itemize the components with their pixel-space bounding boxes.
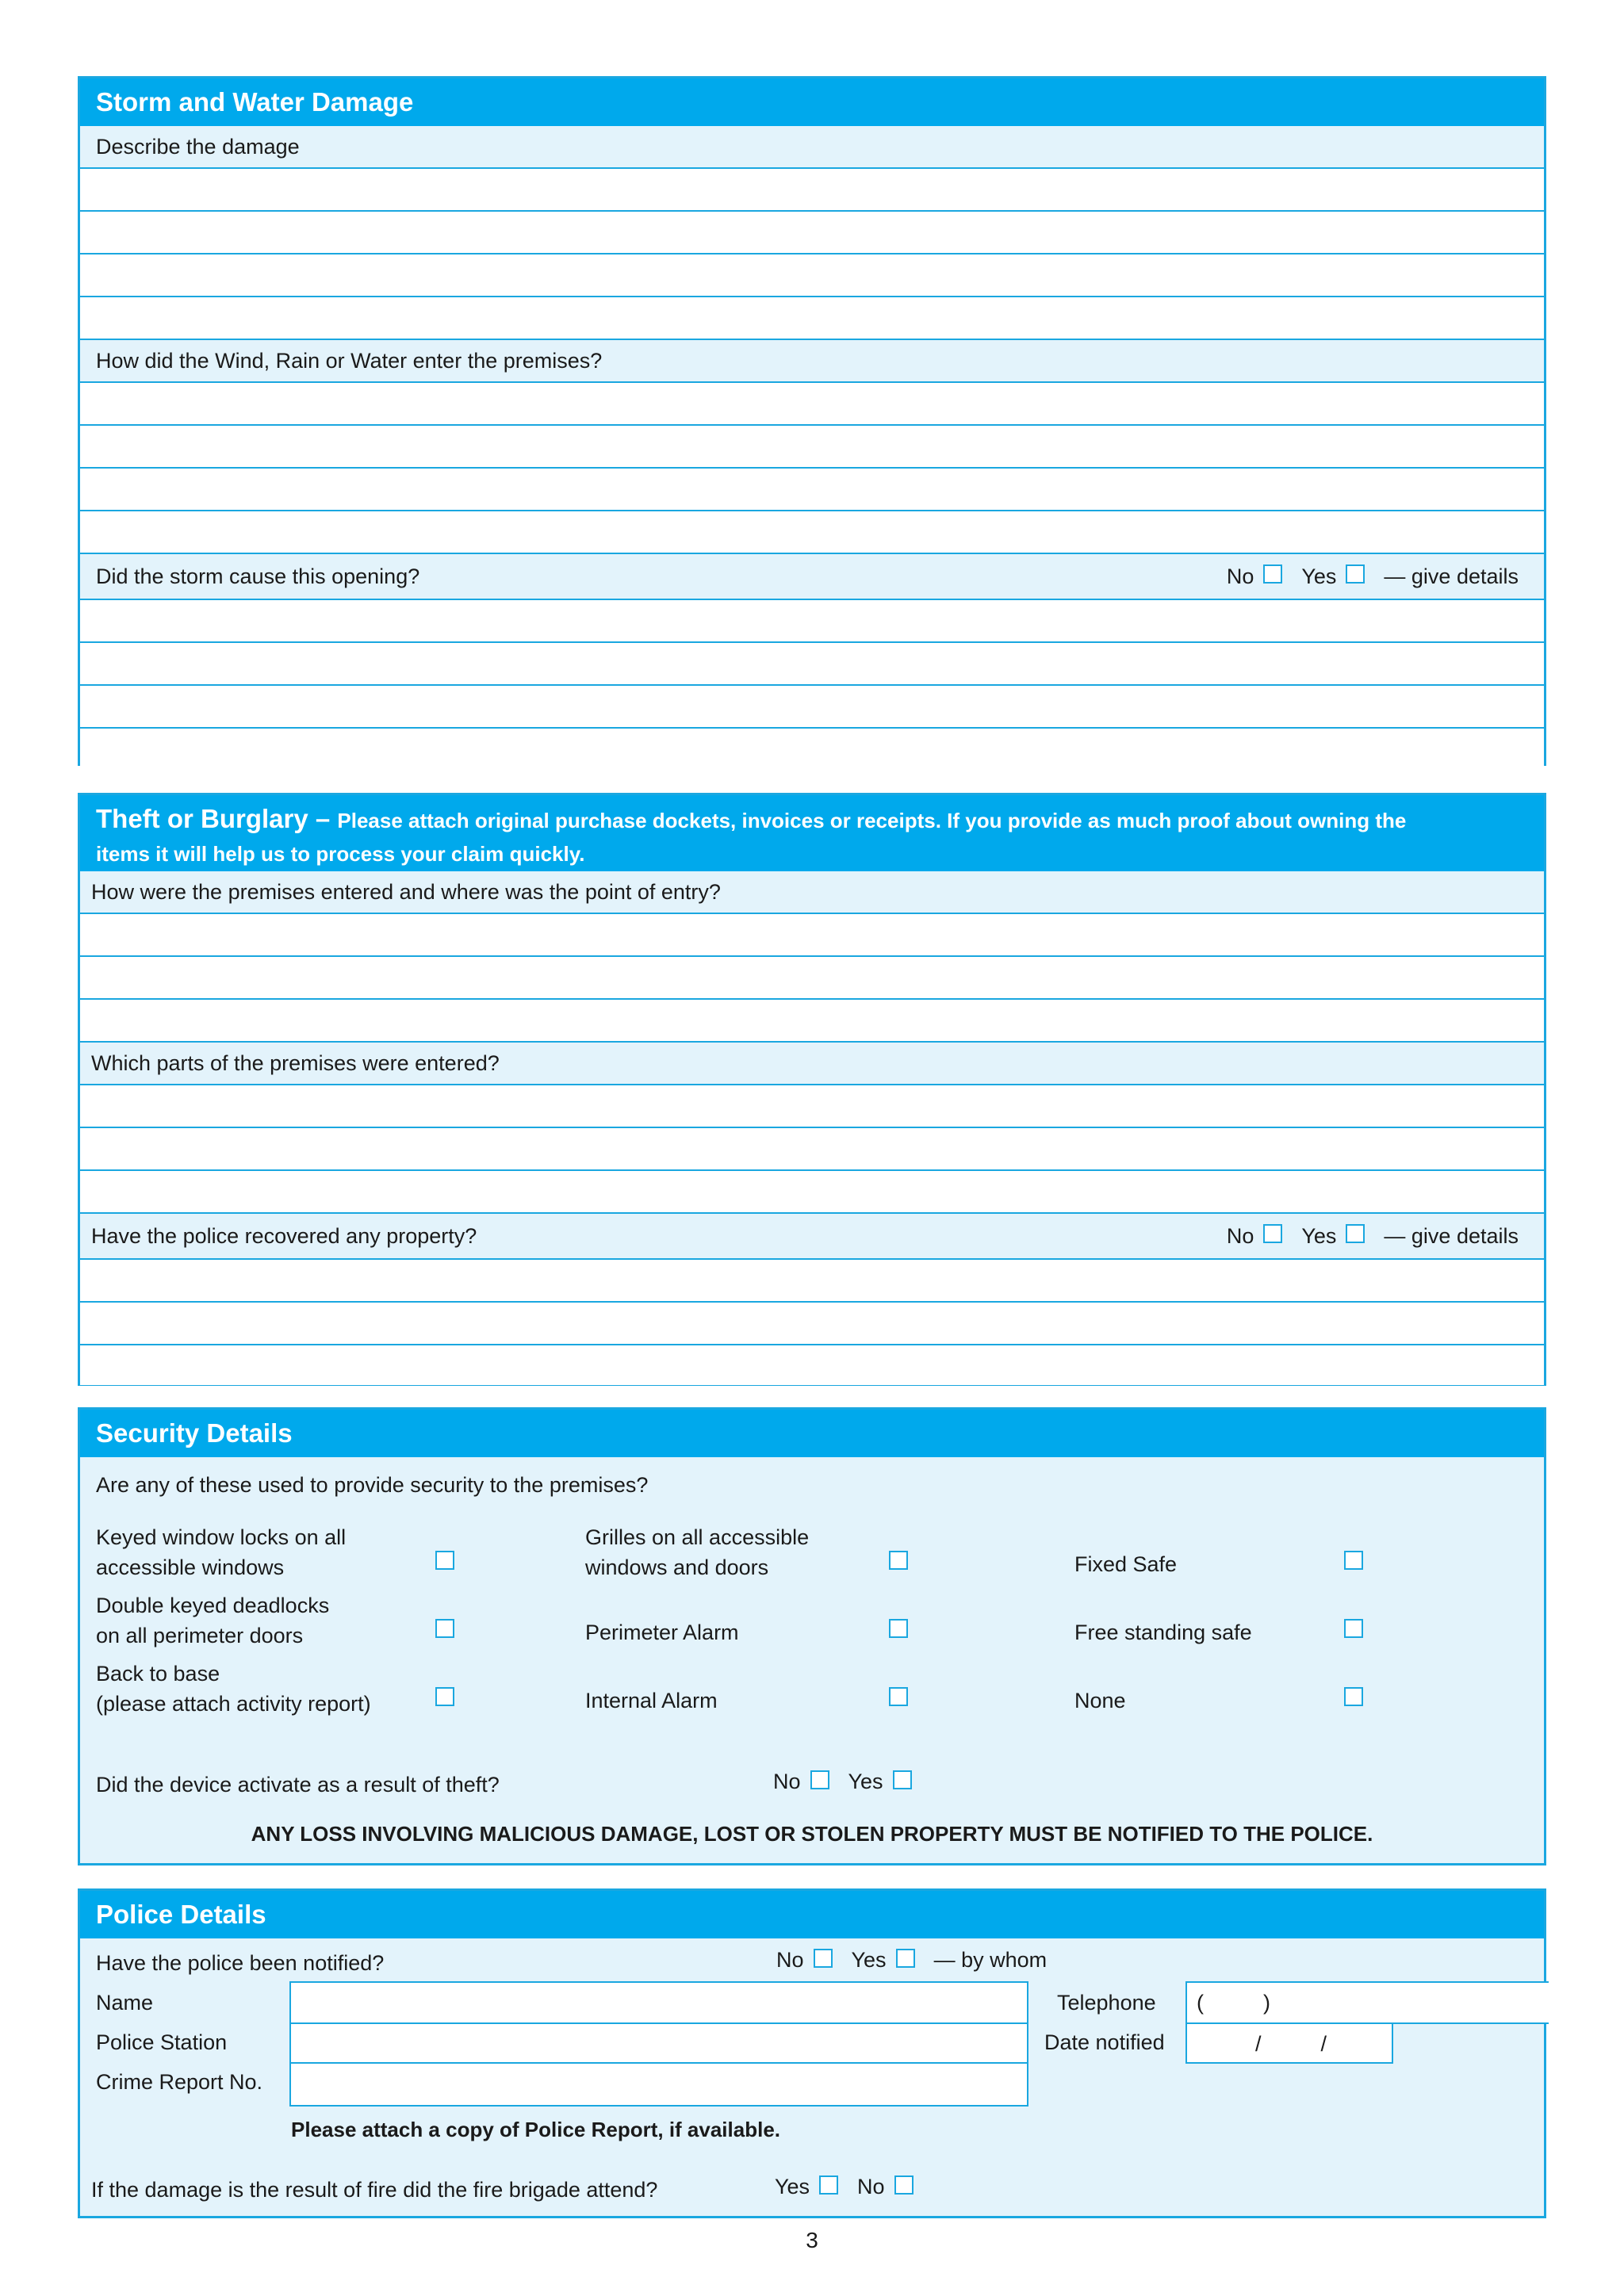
security-item-back-to-base [96,1659,371,1719]
section-subtitle: Please attach original purchase dockets, invoices or receipts. If you provide as much proof about owning the [337,809,1407,832]
answer-line[interactable] [80,1303,1544,1345]
no-checkbox[interactable] [894,2175,914,2195]
answer-line[interactable] [80,600,1544,643]
question-label: Which parts of the premises were entered? [91,1050,500,1075]
police-notice: ANY LOSS INVOLVING MALICIOUS DAMAGE, LOST OR STOLEN PROPERTY MUST BE NOTIFIED TO THE POLICE. [251,1822,1373,1846]
question-label: Have the police recovered any property? [91,1223,477,1248]
back-to-base-checkbox[interactable] [435,1687,454,1706]
attach-report-note: Please attach a copy of Police Report, if available. [291,2118,781,2141]
security-item-keyed-window-locks [96,1522,346,1582]
yes-checkbox[interactable] [1346,1224,1365,1243]
section-header [80,1891,1544,1938]
question-row [80,340,1544,383]
yes-label: Yes [851,1948,887,1972]
police-station-label: Police Station [96,2030,228,2054]
answer-line[interactable] [80,469,1544,511]
answer-line[interactable] [80,297,1544,340]
security-item-perimeter-alarm: Perimeter Alarm [585,1621,739,1644]
answer-line[interactable] [80,254,1544,297]
item-label-line2: windows and doors [585,1556,769,1579]
answer-line[interactable] [80,426,1544,469]
no-label: No [776,1948,804,1972]
no-label: No [1226,564,1254,588]
device-yes-no-options [773,1770,921,1794]
security-item-internal-alarm: Internal Alarm [585,1689,718,1712]
by-whom-label: — by whom [933,1948,1048,1972]
name-field[interactable] [289,1981,1028,2024]
answer-line[interactable] [80,169,1544,212]
police-details-section [78,1888,1546,2218]
item-label-line1: Back to base [96,1662,220,1686]
item-label-line2: accessible windows [96,1556,285,1579]
section-header [80,78,1544,126]
item-label-line1: Grilles on all accessible [585,1525,810,1549]
security-item-double-keyed-deadlocks [96,1590,329,1651]
question-row [80,871,1544,914]
section-title: Security Details [96,1418,293,1448]
double-keyed-deadlocks-checkbox[interactable] [435,1619,454,1638]
fire-brigade-options [775,2175,923,2199]
theft-burglary-section [78,793,1546,1386]
item-label-line2: on all perimeter doors [96,1624,304,1647]
section-subtitle-continued: items it will help us to process your claim quickly. [96,842,585,866]
police-notified-options [776,1948,1047,1973]
give-details-label: — give details [1384,1223,1519,1248]
perimeter-alarm-checkbox[interactable] [889,1619,908,1638]
answer-line[interactable] [80,383,1544,426]
question-row [80,126,1544,169]
device-activate-question: Did the device activate as a result of theft? [96,1773,500,1797]
no-checkbox[interactable] [810,1770,829,1789]
question-label: Describe the damage [96,134,300,159]
free-standing-safe-checkbox[interactable] [1344,1619,1363,1638]
telephone-label: Telephone [1057,1991,1156,2015]
security-item-grilles [585,1522,809,1582]
question-label: Did the storm cause this opening? [96,564,420,588]
section-title: Police Details [96,1900,266,1929]
answer-line[interactable] [80,212,1544,254]
question-row [80,554,1544,600]
date-notified-label: Date notified [1044,2030,1165,2054]
none-checkbox[interactable] [1344,1687,1363,1706]
internal-alarm-checkbox[interactable] [889,1687,908,1706]
name-label: Name [96,1991,154,2015]
security-details-section [78,1407,1546,1866]
security-item-fixed-safe: Fixed Safe [1074,1552,1178,1576]
answer-line[interactable] [80,1260,1544,1303]
yes-label: Yes [1301,564,1337,588]
yes-no-options [1227,564,1519,589]
grilles-checkbox[interactable] [889,1551,908,1570]
no-checkbox[interactable] [814,1949,833,1968]
section-title: Storm and Water Damage [96,87,414,117]
answer-line[interactable] [80,1000,1544,1043]
yes-checkbox[interactable] [819,2175,838,2195]
yes-no-options [1227,1224,1519,1249]
fire-brigade-question: If the damage is the result of fire did the fire brigade attend? [91,2178,658,2202]
yes-checkbox[interactable] [1346,564,1365,584]
police-station-field[interactable] [289,2022,1028,2064]
give-details-label: — give details [1384,564,1519,588]
question-label: How were the premises entered and where was the point of entry? [91,879,721,904]
yes-label: Yes [1301,1223,1337,1248]
police-notified-question: Have the police been notified? [96,1951,385,1975]
telephone-value: ( ) [1197,1991,1270,2015]
item-label-line1: Double keyed deadlocks [96,1594,330,1617]
no-label: No [1226,1223,1254,1248]
answer-line[interactable] [80,1171,1544,1214]
date-notified-field[interactable] [1185,2022,1393,2064]
no-label: No [773,1770,801,1793]
answer-line[interactable] [80,914,1544,957]
page-number: 3 [806,2228,818,2252]
fixed-safe-checkbox[interactable] [1344,1551,1363,1570]
security-item-none: None [1074,1689,1126,1712]
yes-checkbox[interactable] [893,1770,912,1789]
security-question: Are any of these used to provide security to the premises? [96,1473,649,1497]
answer-line[interactable] [80,1128,1544,1171]
question-label: How did the Wind, Rain or Water enter the premises? [96,348,603,373]
yes-checkbox[interactable] [896,1949,915,1968]
question-row [80,1043,1544,1085]
answer-line[interactable] [80,729,1544,770]
no-label: No [857,2175,885,2198]
no-checkbox[interactable] [1263,1224,1282,1243]
answer-line[interactable] [80,1085,1544,1128]
answer-line[interactable] [80,1345,1544,1385]
storm-water-section [78,76,1546,766]
telephone-field[interactable] [1185,1981,1549,2024]
no-checkbox[interactable] [1263,564,1282,584]
crime-report-label: Crime Report No. [96,2070,263,2094]
question-row [80,1214,1544,1260]
section-title: Theft or Burglary – [96,804,331,833]
answer-line[interactable] [80,686,1544,729]
answer-line[interactable] [80,511,1544,554]
section-header [80,795,1544,871]
item-label-line1: Keyed window locks on all [96,1525,347,1549]
section-header [80,1410,1544,1457]
answer-line[interactable] [80,643,1544,686]
crime-report-field[interactable] [289,2062,1028,2107]
security-item-free-standing-safe: Free standing safe [1074,1621,1252,1644]
yes-label: Yes [775,2175,810,2198]
answer-line[interactable] [80,957,1544,1000]
yes-label: Yes [848,1770,883,1793]
date-notified-value: / / [1255,2032,1327,2056]
keyed-window-locks-checkbox[interactable] [435,1551,454,1570]
item-label-line2: (please attach activity report) [96,1692,371,1716]
